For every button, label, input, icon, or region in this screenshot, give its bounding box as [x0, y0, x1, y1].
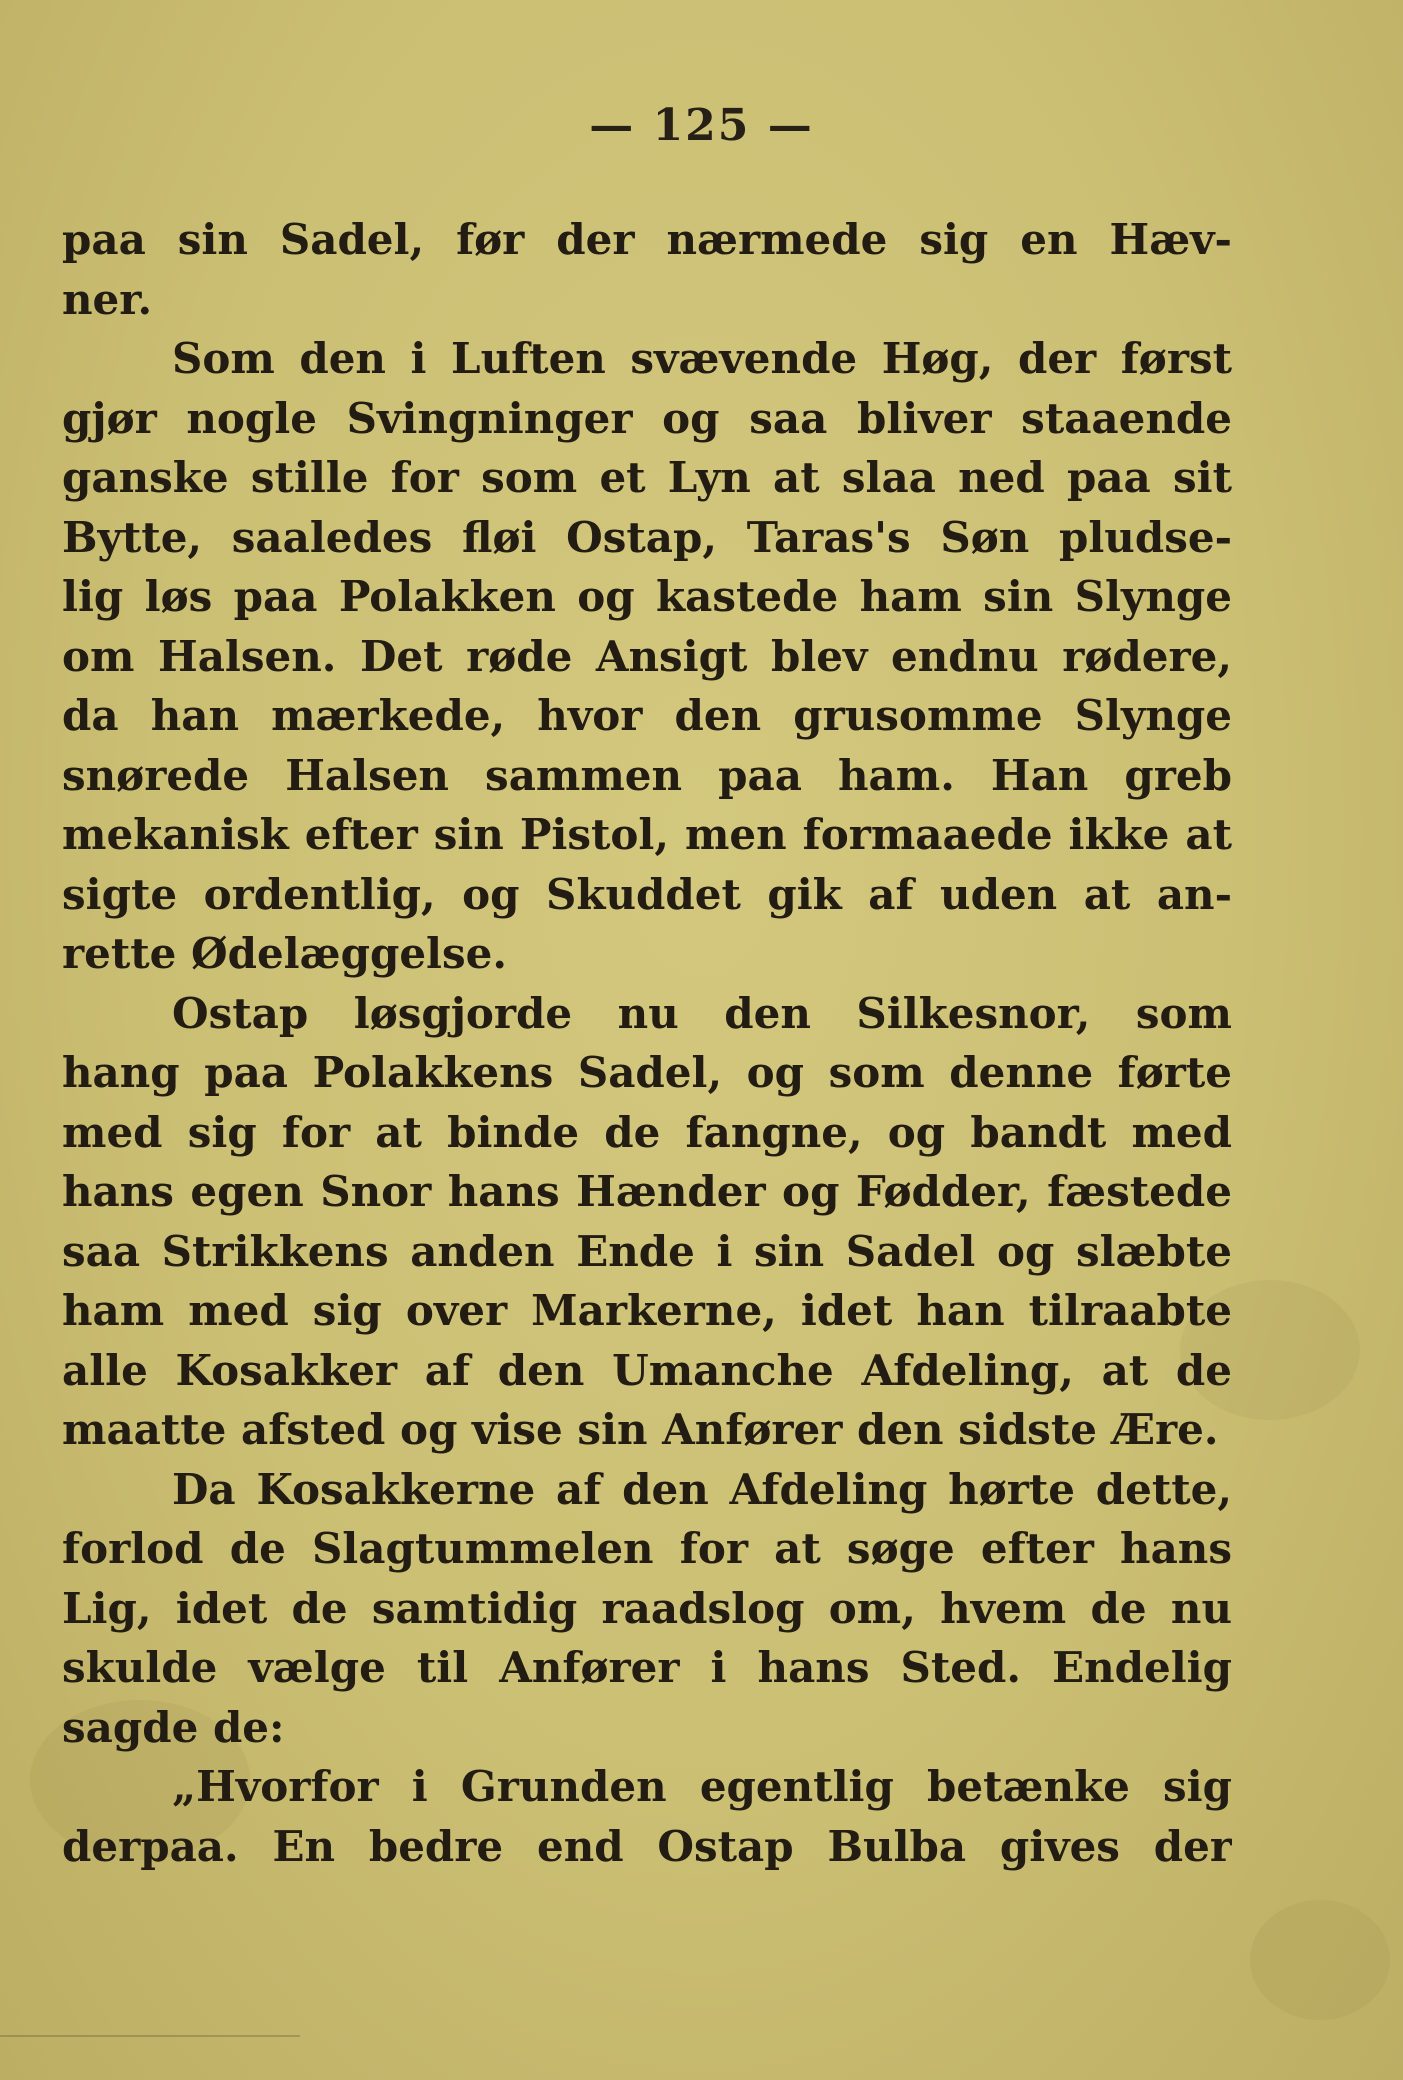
- text-line: med sig for at binde de fangne, og bandt med: [62, 1107, 1232, 1157]
- text-line: snørede Halsen sammen paa ham. Han greb: [62, 750, 1232, 800]
- page-edge-line: [0, 2035, 300, 2037]
- text-line: Som den i Luften svævende Høg, der først: [172, 334, 1232, 383]
- paper-stain: [1250, 1900, 1390, 2020]
- text-line: derpaa. En bedre end Ostap Bulba gives der: [62, 1821, 1232, 1871]
- text-line: da han mærkede, hvor den grusomme Slynge: [62, 691, 1232, 740]
- text-line: gjør nogle Svingninger og saa bliver staaende: [62, 393, 1232, 443]
- text-line: mekanisk efter sin Pistol, men formaaede ikke at: [62, 810, 1232, 859]
- text-line: forlod de Slagtummelen for at søge efter hans: [62, 1524, 1232, 1573]
- text-line: maatte afsted og vise sin Anfører den sidste Ære.: [62, 1405, 1219, 1454]
- text-line: Bytte, saaledes fløi Ostap, Taras's Søn pludse-: [62, 512, 1232, 562]
- text-line: ham med sig over Markerne, idet han tilraabte: [62, 1286, 1232, 1335]
- text-line: lig løs paa Polakken og kastede ham sin Slynge: [62, 572, 1232, 621]
- text-line: hans egen Snor hans Hænder og Fødder, fæstede: [62, 1167, 1232, 1216]
- text-line: Lig, idet de samtidig raadslog om, hvem de nu: [62, 1583, 1232, 1633]
- text-line: sagde de:: [62, 1702, 285, 1752]
- text-line: paa sin Sadel, før der nærmede sig en Hæv-: [62, 215, 1232, 264]
- text-line: hang paa Polakkens Sadel, og som denne førte: [62, 1048, 1232, 1097]
- body-text: [62, 210, 1232, 1876]
- text-line: „Hvorfor i Grunden egentlig betænke sig: [172, 1762, 1232, 1811]
- text-line: Ostap løsgjorde nu den Silkesnor, som: [172, 988, 1232, 1038]
- text-line: sigte ordentlig, og Skuddet gik af uden at an-: [62, 869, 1232, 919]
- text-line: om Halsen. Det røde Ansigt blev endnu rødere,: [62, 631, 1232, 681]
- text-line: Da Kosakkerne af den Afdeling hørte dette,: [172, 1464, 1232, 1514]
- text-line: skulde vælge til Anfører i hans Sted. Endelig: [62, 1643, 1232, 1692]
- text-line: ner.: [62, 274, 153, 324]
- page-number: — 125 —: [589, 100, 814, 151]
- text-line: saa Strikkens anden Ende i sin Sadel og slæbte: [62, 1226, 1232, 1276]
- text-line: rette Ødelæggelse.: [62, 929, 507, 978]
- text-line: ganske stille for som et Lyn at slaa ned paa sit: [62, 453, 1232, 502]
- text-line: alle Kosakker af den Umanche Afdeling, at de: [62, 1345, 1232, 1395]
